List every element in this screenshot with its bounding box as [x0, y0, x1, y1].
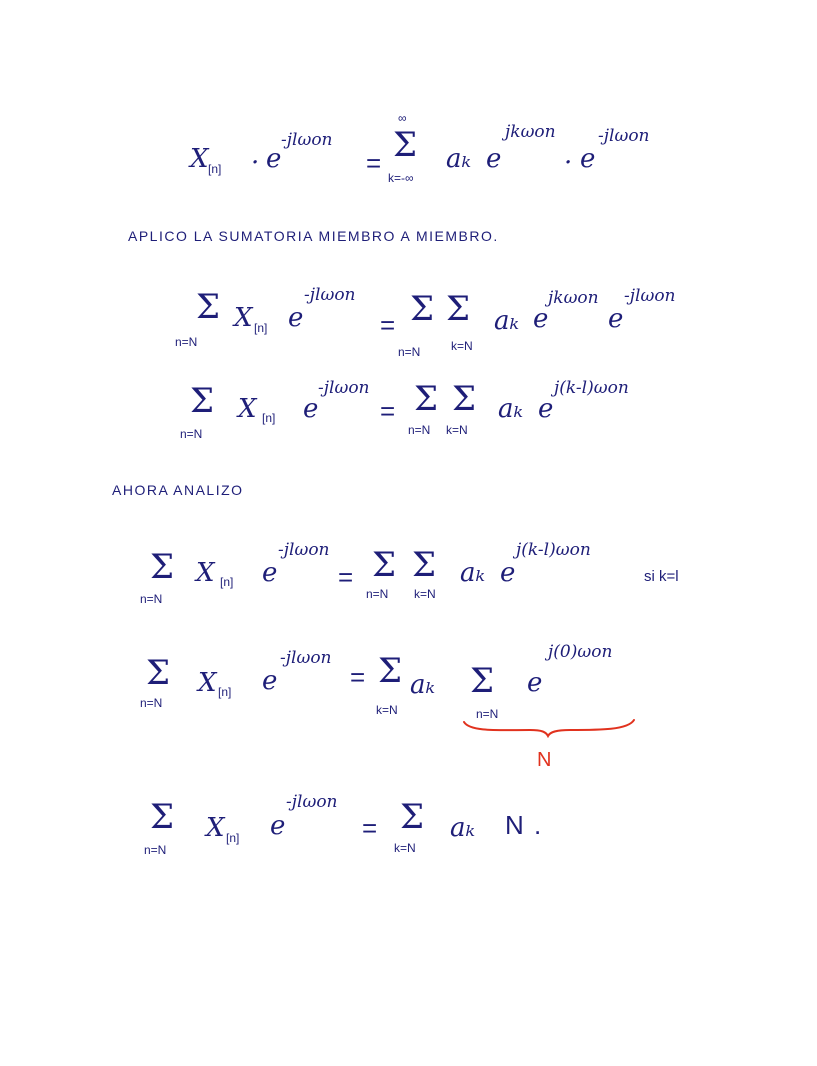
eq2-exponent-1: jkωon: [548, 288, 599, 308]
eq2-equals: =: [380, 310, 396, 340]
eq2-rsum-1: Σ: [410, 289, 435, 329]
eq4-sum: Σ: [150, 547, 175, 587]
eq6-exponent: -jlωon: [286, 792, 338, 812]
eq6-ak: aₖ: [450, 813, 475, 843]
eq1-exponent-neg: -jlωon: [281, 130, 333, 150]
eq3-ak: aₖ: [498, 394, 523, 424]
eq4-rsum-1-bottom: n=N: [366, 587, 389, 601]
eq5-index: [n]: [218, 685, 232, 699]
eq2-sum-bottom: n=N: [175, 335, 198, 349]
eq3-sum: Σ: [190, 381, 215, 421]
eq3-sum-bottom: n=N: [180, 427, 203, 441]
eq2-rsum-1-bottom: n=N: [398, 345, 421, 359]
eq4-condition: si k=l: [644, 568, 679, 585]
eq5-x: X: [198, 668, 217, 698]
eq6-e: e: [270, 811, 286, 841]
eq4-ak: aₖ: [460, 558, 485, 588]
eq1-x: X: [190, 144, 209, 174]
eq2-e-2: e: [608, 304, 624, 334]
note-apply-summation: APLICO LA SUMATORIA MIEMBRO A MIEMBRO.: [128, 228, 499, 244]
eq2-exponent: -jlωon: [304, 285, 356, 305]
eq5-rsum-2: Σ: [470, 661, 495, 701]
eq4-x: X: [196, 558, 215, 588]
eq1-sum-bottom: k=-∞: [388, 171, 414, 185]
eq4-index: [n]: [220, 575, 234, 589]
eq4-rsum-2-bottom: k=N: [414, 587, 436, 601]
eq3-e: e: [303, 394, 319, 424]
eq4-e: e: [262, 558, 278, 588]
eq5-sum-bottom: n=N: [140, 696, 163, 710]
underbrace-icon: [460, 716, 640, 738]
eq6-x: X: [206, 813, 225, 843]
eq1-equals: =: [366, 148, 382, 178]
eq1-e-2: e: [580, 144, 596, 174]
eq5-e-1: e: [527, 668, 543, 698]
eq3-rsum-2: Σ: [452, 379, 477, 419]
eq5-ak: aₖ: [410, 670, 435, 700]
eq4-exponent: -jlωon: [278, 540, 330, 560]
eq5-e: e: [262, 666, 278, 696]
note-now-analyze: AHORA ANALIZO: [112, 482, 244, 498]
eq2-ak: aₖ: [494, 306, 519, 336]
eq4-sum-bottom: n=N: [140, 592, 163, 606]
eq3-equals: =: [380, 396, 396, 426]
underbrace-label: N: [537, 749, 552, 771]
eq2-index: [n]: [254, 321, 268, 335]
eq2-e-1: e: [533, 304, 549, 334]
eq6-n: N: [505, 810, 524, 840]
eq3-index: [n]: [262, 411, 276, 425]
eq5-equals: =: [350, 662, 366, 692]
eq6-sum: Σ: [150, 797, 175, 837]
eq1-e: e: [266, 144, 282, 174]
eq4-rsum-1: Σ: [372, 545, 397, 585]
eq2-rsum-2-bottom: k=N: [451, 339, 473, 353]
eq6-sum-bottom: n=N: [144, 843, 167, 857]
eq2-x: X: [234, 303, 253, 333]
eq3-rsum-1: Σ: [414, 379, 439, 419]
eq1-dot: ·: [251, 148, 260, 178]
eq3-x: X: [238, 394, 257, 424]
eq1-ak: aₖ: [446, 144, 471, 174]
eq3-exponent: -jlωon: [318, 378, 370, 398]
eq1-exponent-neg-2: -jlωon: [598, 126, 650, 146]
eq6-equals: =: [362, 813, 378, 843]
eq6-rsum: Σ: [400, 797, 425, 837]
eq4-exponent-1: j(k-l)ωon: [516, 540, 591, 560]
eq6-period: .: [534, 810, 542, 840]
eq5-rsum-1-bottom: k=N: [376, 703, 398, 717]
eq3-rsum-2-bottom: k=N: [446, 423, 468, 437]
eq3-exponent-1: j(k-l)ωon: [554, 378, 629, 398]
eq4-e-1: e: [500, 558, 516, 588]
eq2-e: e: [288, 303, 304, 333]
eq1-index: [n]: [208, 162, 222, 176]
eq2-rsum-2: Σ: [446, 289, 471, 329]
eq3-rsum-1-bottom: n=N: [408, 423, 431, 437]
eq1-sum: Σ: [393, 125, 418, 165]
eq4-equals: =: [338, 562, 354, 592]
eq5-rsum-2-bottom: n=N: [476, 707, 499, 721]
eq2-exponent-2: -jlωon: [624, 286, 676, 306]
eq2-sum: Σ: [196, 287, 221, 327]
eq5-exponent: -jlωon: [280, 648, 332, 668]
eq6-rsum-bottom: k=N: [394, 841, 416, 855]
eq1-exponent-pos: jkωon: [505, 122, 556, 142]
eq5-sum: Σ: [146, 653, 171, 693]
eq1-sum-top: ∞: [398, 111, 407, 125]
eq1-e-pos: e: [486, 144, 502, 174]
eq5-exponent-1: j(0)ωon: [548, 642, 613, 662]
eq6-index: [n]: [226, 831, 240, 845]
eq1-dot-2: ·: [564, 148, 573, 178]
eq3-e-1: e: [538, 394, 554, 424]
eq5-rsum-1: Σ: [378, 651, 403, 691]
eq4-rsum-2: Σ: [412, 545, 437, 585]
